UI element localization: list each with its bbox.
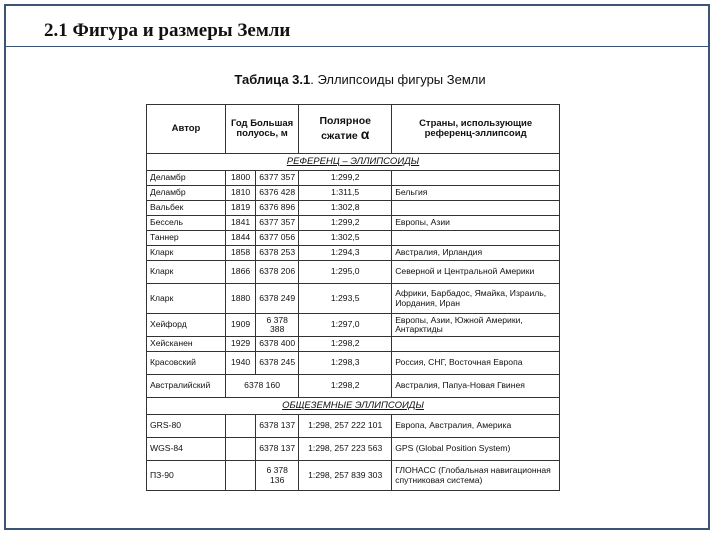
cell-author: Кларк: [147, 246, 226, 261]
cell-year: 1819: [226, 201, 256, 216]
caption-label: Таблица 3.1: [234, 72, 311, 87]
cell-year: 1841: [226, 216, 256, 231]
section-global-label: ОБЩЕЗЕМНЫЕ ЭЛЛИПСОИДЫ: [147, 398, 560, 415]
cell-countries: Европа, Австралия, Америка: [392, 415, 560, 438]
cell-year: 1940: [226, 352, 256, 375]
table-row: [147, 186, 560, 201]
table-row: [147, 438, 560, 461]
cell-author: Австралийский: [147, 375, 226, 398]
cell-axis: 6378 249: [256, 284, 299, 314]
table-row: [147, 261, 560, 284]
cell-author: Красовский: [147, 352, 226, 375]
cell-author: Хейсканен: [147, 337, 226, 352]
cell-year: [226, 415, 256, 438]
cell-countries: [392, 337, 560, 352]
cell-axis: 6 378 388: [256, 314, 299, 337]
cell-flattening: 1:295,0: [299, 261, 392, 284]
cell-year: 1800: [226, 171, 256, 186]
cell-countries: Бельгия: [392, 186, 560, 201]
cell-flattening: 1:293,5: [299, 284, 392, 314]
cell-axis: 6378 137: [256, 438, 299, 461]
table-row: [147, 337, 560, 352]
table-row: [147, 201, 560, 216]
table-row: [147, 284, 560, 314]
cell-flattening: 1:298, 257 222 101: [299, 415, 392, 438]
cell-year: [226, 461, 256, 491]
table-row: [147, 246, 560, 261]
section-global: [147, 398, 560, 415]
cell-flattening: 1:299,2: [299, 216, 392, 231]
cell-axis: 6 378 136: [256, 461, 299, 491]
section-reference: [147, 154, 560, 171]
cell-year: 1858: [226, 246, 256, 261]
cell-flattening: 1:294,3: [299, 246, 392, 261]
header-flattening: [299, 105, 392, 154]
table-caption: [0, 72, 720, 87]
cell-axis: 6378 160: [226, 375, 299, 398]
table-row: [147, 415, 560, 438]
ellipsoid-table: [146, 104, 560, 491]
table-row: [147, 314, 560, 337]
cell-year: 1909: [226, 314, 256, 337]
cell-flattening: 1:311,5: [299, 186, 392, 201]
header-author: Автор: [147, 105, 226, 154]
cell-flattening: 1:298,2: [299, 337, 392, 352]
table-row: [147, 231, 560, 246]
header-countries: Страны, использующие референц-эллипсоид: [392, 105, 560, 154]
cell-axis: 6378 137: [256, 415, 299, 438]
table-row: [147, 461, 560, 491]
cell-flattening: 1:298,3: [299, 352, 392, 375]
cell-author: Хейфорд: [147, 314, 226, 337]
cell-author: Кларк: [147, 261, 226, 284]
cell-author: Вальбек: [147, 201, 226, 216]
cell-author: GRS-80: [147, 415, 226, 438]
cell-author: Бессель: [147, 216, 226, 231]
section-reference-label: РЕФЕРЕНЦ – ЭЛЛИПСОИДЫ: [147, 154, 560, 171]
header-flattening-label: Полярное сжатие: [319, 114, 371, 142]
cell-year: 1866: [226, 261, 256, 284]
cell-countries: Россия, СНГ, Восточная Европа: [392, 352, 560, 375]
cell-year: 1844: [226, 231, 256, 246]
cell-axis: 6377 357: [256, 171, 299, 186]
slide-title: 2.1 Фигура и размеры Земли: [44, 20, 291, 41]
table-body: [147, 154, 560, 491]
cell-author: ПЗ-90: [147, 461, 226, 491]
cell-flattening: 1:302,8: [299, 201, 392, 216]
cell-axis: 6377 357: [256, 216, 299, 231]
cell-countries: Северной и Центральной Америки: [392, 261, 560, 284]
cell-countries: Европы, Азии, Южной Америки, Антарктиды: [392, 314, 560, 337]
cell-author: Кларк: [147, 284, 226, 314]
table-row: [147, 375, 560, 398]
cell-author: Деламбр: [147, 171, 226, 186]
cell-axis: 6376 428: [256, 186, 299, 201]
cell-flattening: 1:298,2: [299, 375, 392, 398]
cell-countries: ГЛОНАСС (Глобальная навигационная спутниковая система): [392, 461, 560, 491]
table-row: [147, 216, 560, 231]
cell-axis: 6378 400: [256, 337, 299, 352]
cell-flattening: 1:298, 257 223 563: [299, 438, 392, 461]
cell-countries: [392, 201, 560, 216]
cell-countries: Африки, Барбадос, Ямайка, Израиль, Иордания, Иран: [392, 284, 560, 314]
cell-author: Деламбр: [147, 186, 226, 201]
cell-year: 1880: [226, 284, 256, 314]
cell-flattening: 1:302,5: [299, 231, 392, 246]
cell-axis: 6378 253: [256, 246, 299, 261]
cell-countries: [392, 171, 560, 186]
alpha-symbol: α: [360, 126, 370, 142]
cell-flattening: 1:299,2: [299, 171, 392, 186]
cell-year: 1929: [226, 337, 256, 352]
cell-axis: 6378 245: [256, 352, 299, 375]
cell-countries: Европы, Азии: [392, 216, 560, 231]
cell-flattening: 1:297,0: [299, 314, 392, 337]
cell-axis: 6376 896: [256, 201, 299, 216]
cell-author: Таннер: [147, 231, 226, 246]
cell-author: WGS-84: [147, 438, 226, 461]
table-row: [147, 171, 560, 186]
cell-countries: Австралия, Ирландия: [392, 246, 560, 261]
cell-year: 1810: [226, 186, 256, 201]
header-year-axis: Год Большая полуось, м: [226, 105, 299, 154]
cell-flattening: 1:298, 257 839 303: [299, 461, 392, 491]
cell-year: [226, 438, 256, 461]
header-row: [147, 105, 560, 154]
caption-text: . Эллипсоиды фигуры Земли: [310, 72, 486, 87]
cell-countries: GPS (Global Position System): [392, 438, 560, 461]
table-row: [147, 352, 560, 375]
cell-axis: 6377 056: [256, 231, 299, 246]
cell-countries: [392, 231, 560, 246]
cell-axis: 6378 206: [256, 261, 299, 284]
cell-countries: Австралия, Папуа-Новая Гвинея: [392, 375, 560, 398]
